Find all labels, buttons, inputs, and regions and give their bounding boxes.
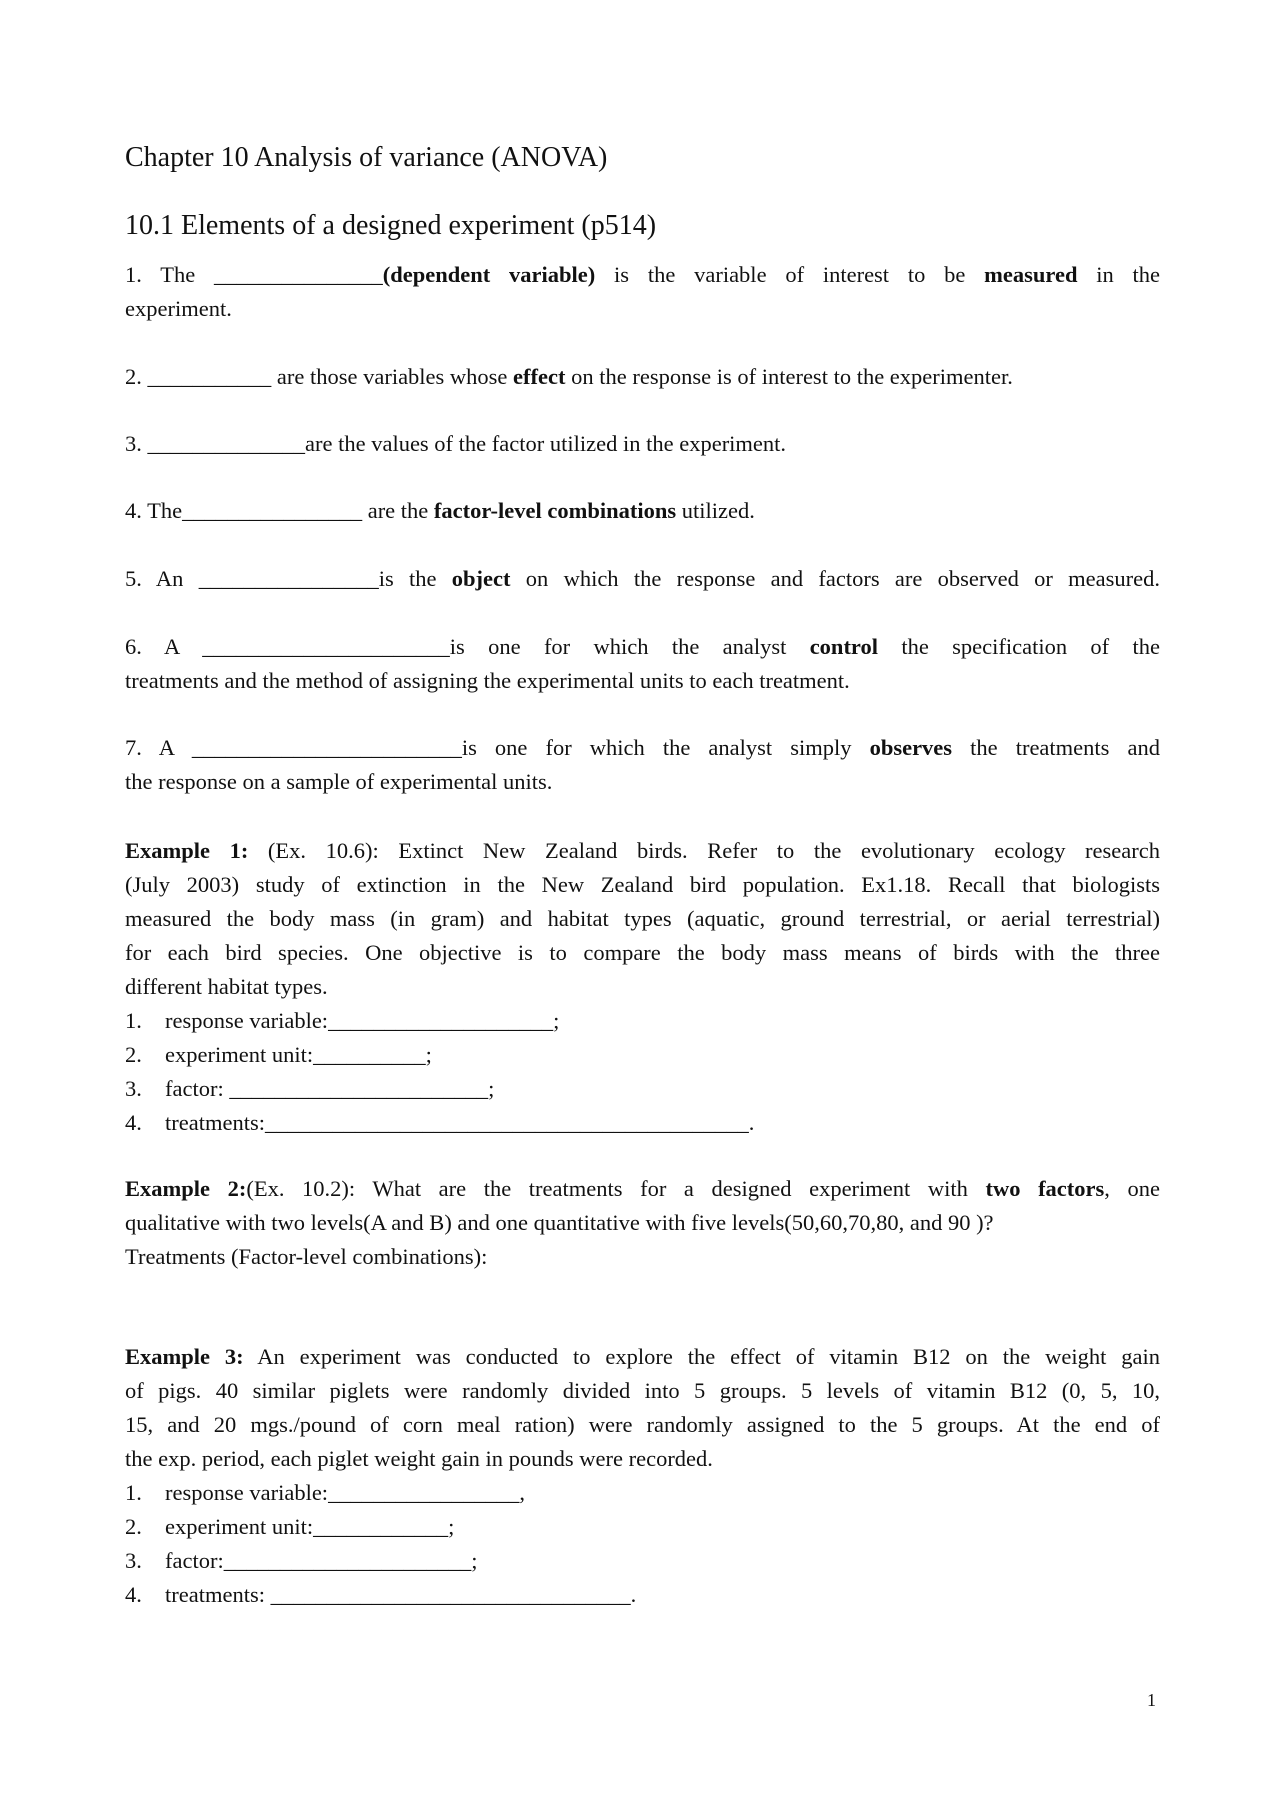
example-1-line-4: for each bird species. One objective is to compare the body mass means of birds with the three — [125, 940, 1160, 965]
example-3-label: Example 3: — [125, 1344, 244, 1369]
example-1-item-4: 4. treatments:___________________________________________. — [125, 1110, 755, 1135]
definition-5: 5. An ________________is the object on which the response and factors are observed or measured. — [125, 566, 1160, 591]
example-3-line-3: 15, and 20 mgs./pound of corn meal ration) were randomly assigned to the 5 groups. At the end of — [125, 1412, 1160, 1437]
example-1-line-2: (July 2003) study of extinction in the New Zealand bird population. Ex1.18. Recall that biologists — [125, 872, 1160, 897]
answer-blank: ________________ — [182, 498, 363, 523]
definition-4: 4. The________________ are the factor-level combinations utilized. — [125, 498, 755, 523]
answer-blank: _________________ — [328, 1480, 520, 1505]
definition-3: 3. ______________are the values of the factor utilized in the experiment. — [125, 431, 787, 456]
example-1-item-2: 2. experiment unit:__________; — [125, 1042, 432, 1067]
answer-blank: _______________________ — [229, 1076, 489, 1101]
example-1-line-5: different habitat types. — [125, 974, 328, 999]
answer-blank: ________________________ — [191, 735, 462, 760]
definition-1-cont: experiment. — [125, 296, 232, 321]
example-3-line-1: Example 3: An experiment was conducted to explore the effect of vitamin B12 on the weight gain — [125, 1344, 1160, 1369]
answer-blank: ___________ — [147, 364, 272, 389]
answer-blank: ______________ — [147, 431, 305, 456]
example-3-item-2: 2. experiment unit:____________; — [125, 1514, 455, 1539]
answer-blank: ______________________ — [223, 1548, 472, 1573]
example-3-item-3: 3. factor:______________________; — [125, 1548, 478, 1573]
answer-blank: ____________ — [313, 1514, 449, 1539]
example-3-line-2: of pigs. 40 similar piglets were randomly divided into 5 groups. 5 levels of vitamin B12 (0, 5, 10, — [125, 1378, 1160, 1403]
example-1-line-3: measured the body mass (in gram) and habitat types (aquatic, ground terrestrial, or aerial terrestrial) — [125, 906, 1160, 931]
example-1-item-3: 3. factor: _______________________; — [125, 1076, 495, 1101]
example-3-line-4: the exp. period, each piglet weight gain in pounds were recorded. — [125, 1446, 713, 1471]
example-1-label: Example 1: — [125, 838, 249, 863]
answer-blank: ________________ — [198, 566, 379, 591]
example-2-line-2: qualitative with two levels(A and B) and one quantitative with five levels(50,60,70,80, and 90 )? — [125, 1210, 994, 1235]
answer-blank: ____________________ — [328, 1008, 554, 1033]
definition-2: 2. ___________ are those variables whose effect on the response is of interest to the experimenter. — [125, 364, 1013, 389]
answer-blank: __________ — [313, 1042, 426, 1067]
example-1-line-1: Example 1: (Ex. 10.6): Extinct New Zealand birds. Refer to the evolutionary ecology research — [125, 838, 1160, 863]
example-3-item-4: 4. treatments: ________________________________. — [125, 1582, 637, 1607]
answer-blank: ________________________________ — [270, 1582, 631, 1607]
answer-blank: ______________________ — [202, 634, 450, 659]
definition-7-cont: the response on a sample of experimental units. — [125, 769, 553, 794]
section-title: 10.1 Elements of a designed experiment (p514) — [125, 210, 657, 241]
answer-blank: ___________________________________________ — [264, 1110, 749, 1135]
definition-6-cont: treatments and the method of assigning the experimental units to each treatment. — [125, 668, 850, 693]
definition-7: 7. A ________________________is one for which the analyst simply observes the treatments and — [125, 735, 1160, 760]
example-2-line-1: Example 2:(Ex. 10.2): What are the treatments for a designed experiment with two factors, one — [125, 1176, 1161, 1201]
definition-6: 6. A ______________________is one for which the analyst control the specification of the — [125, 634, 1160, 659]
example-2-label: Example 2: — [125, 1176, 247, 1201]
page-number: 1 — [1147, 1690, 1156, 1710]
chapter-title: Chapter 10 Analysis of variance (ANOVA) — [125, 142, 608, 173]
definition-1: 1. The _______________(dependent variable) is the variable of interest to be measured in the — [125, 262, 1161, 287]
example-3-item-1: 1. response variable:_________________, — [125, 1480, 525, 1505]
example-2-line-3: Treatments (Factor-level combinations): — [125, 1244, 488, 1269]
example-1-item-1: 1. response variable:____________________; — [125, 1008, 560, 1033]
answer-blank: _______________ — [214, 262, 383, 287]
